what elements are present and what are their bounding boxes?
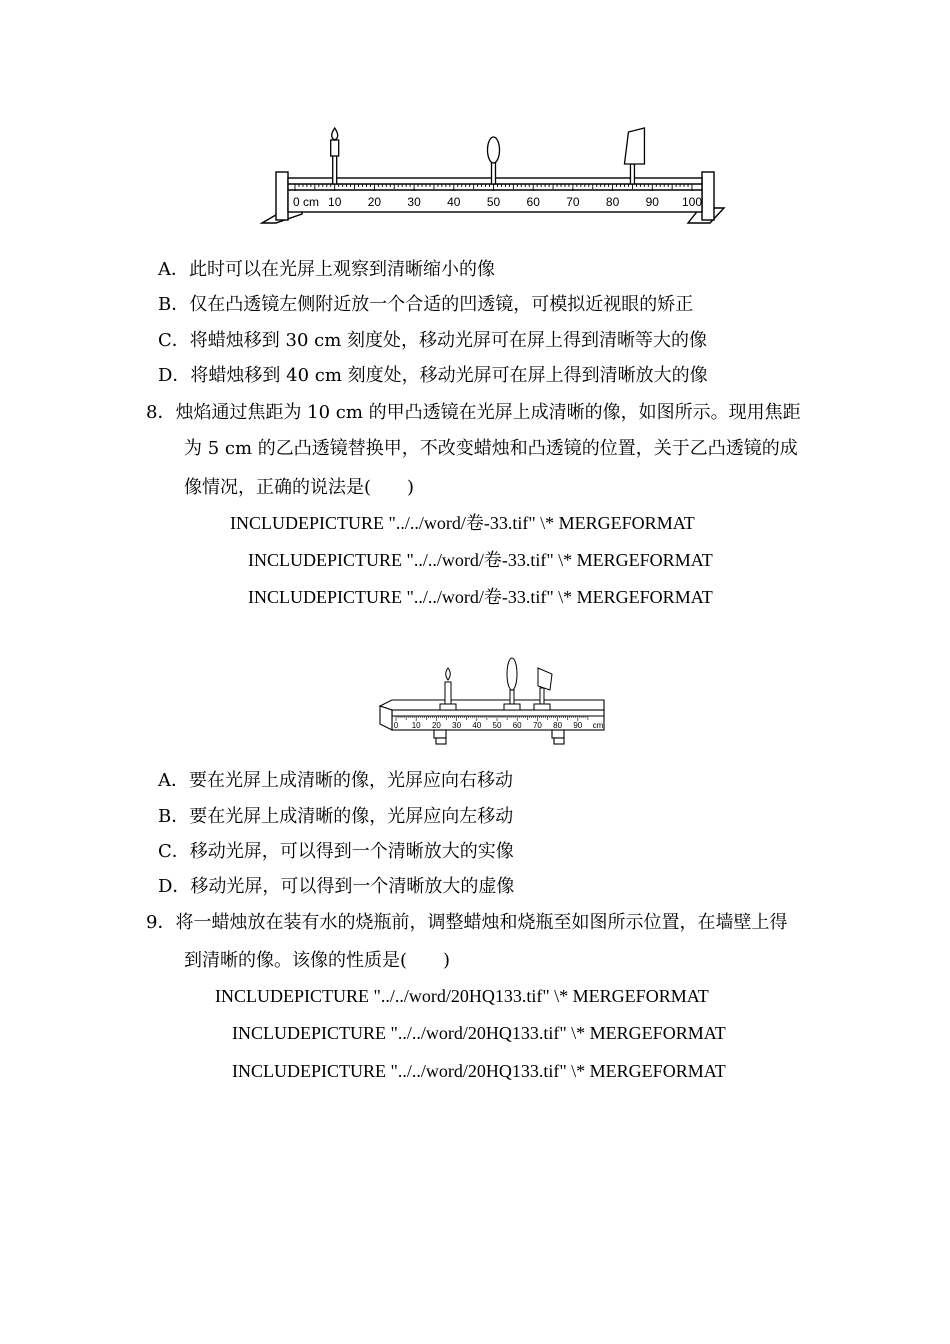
- scale-label: 70: [566, 195, 580, 209]
- q9-include-field-2: INCLUDEPICTURE "../../word/20HQ133.tif" \* MERGEFORMAT: [232, 1023, 726, 1043]
- scale-label: 30: [407, 195, 421, 209]
- scale-label-2: 60: [512, 721, 522, 730]
- scale-label-2: 70: [532, 721, 542, 730]
- q7-option-c: C．将蜡烛移到 30 cm 刻度处，移动光屏可在屏上得到清晰等大的像: [158, 330, 707, 351]
- optical-bench-figure-2: [376, 654, 608, 750]
- scale-label-2: 90: [573, 721, 583, 730]
- candle-on-bench-2: [440, 668, 456, 710]
- scale-label: 40: [447, 195, 461, 209]
- candle-on-bench: [331, 128, 339, 184]
- scale-label-2: 50: [492, 721, 502, 730]
- q8-stem-line-2: 为 5 cm 的乙凸透镜替换甲，不改变蜡烛和凸透镜的位置，关于乙凸透镜的成: [184, 438, 798, 459]
- scale-label-2: 80: [553, 721, 563, 730]
- scale-label: 100: [681, 195, 703, 209]
- scale-label-2: cm: [592, 721, 604, 730]
- q7-option-b: B．仅在凸透镜左侧附近放一个合适的凹透镜，可模拟近视眼的矫正: [158, 294, 694, 315]
- scale-label: 90: [645, 195, 659, 209]
- q8-stem-line-1: 8．烛焰通过焦距为 10 cm 的甲凸透镜在光屏上成清晰的像，如图所示。现用焦距: [146, 402, 801, 423]
- q7-option-a: A．此时可以在光屏上观察到清晰缩小的像: [158, 259, 495, 280]
- q7-option-d: D．将蜡烛移到 40 cm 刻度处，移动光屏可在屏上得到清晰放大的像: [158, 365, 708, 386]
- scale-label-2: 10: [411, 721, 421, 730]
- scale-label-2: 20: [431, 721, 441, 730]
- convex-lens-on-bench: [488, 137, 500, 184]
- q8-include-field-1: INCLUDEPICTURE "../../word/卷-33.tif" \* MERGEFORMAT: [230, 513, 695, 533]
- q8-option-c: C．移动光屏，可以得到一个清晰放大的实像: [158, 841, 514, 862]
- scale-label: 50: [486, 195, 501, 209]
- scale-label-2: 40: [472, 721, 482, 730]
- q8-option-a: A．要在光屏上成清晰的像，光屏应向右移动: [158, 770, 513, 791]
- light-screen-on-bench: [624, 128, 644, 184]
- q8-option-d: D．移动光屏，可以得到一个清晰放大的虚像: [158, 876, 515, 897]
- q9-stem-line-1: 9．将一蜡烛放在装有水的烧瓶前，调整蜡烛和烧瓶至如图所示位置，在墙壁上得: [146, 912, 788, 933]
- q9-include-field-3: INCLUDEPICTURE "../../word/20HQ133.tif" \* MERGEFORMAT: [232, 1061, 726, 1081]
- q8-option-b: B．要在光屏上成清晰的像，光屏应向左移动: [158, 806, 514, 827]
- scale-label: 10: [328, 195, 342, 209]
- q9-include-field-1: INCLUDEPICTURE "../../word/20HQ133.tif" \* MERGEFORMAT: [215, 986, 709, 1006]
- q8-include-field-3: INCLUDEPICTURE "../../word/卷-33.tif" \* MERGEFORMAT: [248, 587, 713, 607]
- scale-label: 60: [526, 195, 540, 209]
- light-screen-on-bench-2: [534, 668, 552, 710]
- scale-label: 20: [367, 195, 382, 209]
- q8-include-field-2: INCLUDEPICTURE "../../word/卷-33.tif" \* MERGEFORMAT: [248, 550, 713, 570]
- q8-stem-line-3: 像情况，正确的说法是( ): [184, 477, 415, 498]
- q9-stem-line-2: 到清晰的像。该像的性质是( ): [184, 950, 451, 971]
- scale-label: 0 cm: [293, 195, 320, 209]
- scale-label-2: 0: [393, 721, 399, 730]
- optical-bench-figure-1: [258, 120, 728, 230]
- scale-label-2: 30: [452, 721, 462, 730]
- scale-label: 80: [605, 195, 620, 209]
